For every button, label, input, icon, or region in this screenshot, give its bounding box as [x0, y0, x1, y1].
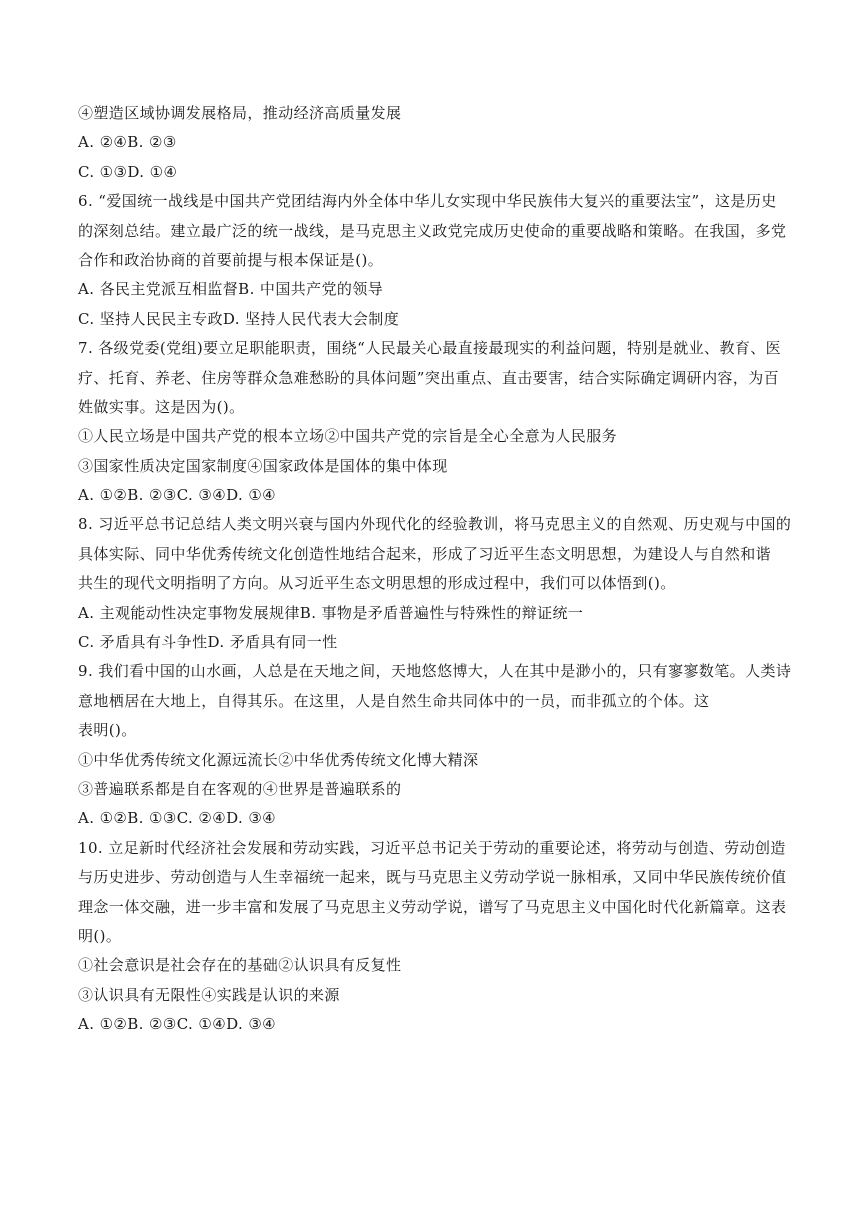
answer-choices: A. 主观能动性决定事物发展规律B. 事物是矛盾普遍性与特殊性的辩证统一: [78, 603, 584, 622]
answer-choices: A. ①②B. ①③C. ②④D. ③④: [78, 809, 277, 828]
answer-choices: C. 矛盾具有斗争性D. 矛盾具有同一性: [78, 633, 338, 652]
question-6-text: 合作和政治协商的首要前提与根本保证是()。: [78, 250, 384, 269]
question-10-text: 10. 立足新时代经济社会发展和劳动实践，习近平总书记关于劳动的重要论述，将劳动与创造、劳动创造: [78, 838, 786, 857]
question-7-text: 7. 各级党委(党组)要立足职能职责，围绕“人民最关心最直接最现实的利益问题，特别是就业、教育、医: [78, 339, 782, 358]
question-8-text: 具体实际、同中华优秀传统文化创造性地结合起来，形成了习近平生态文明思想，为建设人与自然和谐: [78, 544, 772, 563]
option-line: ③普遍联系都是自在客观的④世界是普遍联系的: [78, 779, 402, 798]
answer-choices: A. 各民主党派互相监督B. 中国共产党的领导: [78, 280, 384, 299]
question-10-text: 与历史进步、劳动创造与人生幸福统一起来，既与马克思主义劳动学说一脉相承，又同中华民族传统价值: [78, 868, 787, 887]
question-6-text: 的深刻总结。建立最广泛的统一战线，是马克思主义政党完成历史使命的重要战略和策略。在我国，多党: [78, 221, 787, 240]
question-7-text: 疗、托育、养老、住房等群众急难愁盼的具体问题”突出重点、直击要害，结合实际确定调研内容，为百: [78, 368, 780, 387]
option-line: ③认识具有无限性④实践是认识的来源: [78, 985, 340, 1004]
question-8-text: 共生的现代文明指明了方向。从习近平生态文明思想的形成过程中，我们可以体悟到()。: [78, 574, 676, 593]
option-line: ①人民立场是中国共产党的根本立场②中国共产党的宗旨是全心全意为人民服务: [78, 427, 618, 446]
question-10-text: 明()。: [78, 926, 122, 945]
option-line: ④塑造区域协调发展格局，推动经济高质量发展: [78, 104, 402, 122]
question-8-text: 8. 习近平总书记总结人类文明兴衰与国内外现代化的经验教训，将马克思主义的自然观、历史观与中国的: [78, 515, 792, 534]
question-9-text: 9. 我们看中国的山水画，人总是在天地之间，天地悠悠博大，人在其中是渺小的，只有寥寥数笔。人类诗: [78, 662, 792, 681]
answer-choices: C. ①③D. ①④: [78, 162, 178, 181]
question-9-text: 表明()。: [78, 721, 137, 740]
answer-choices: C. 坚持人民民主专政D. 坚持人民代表大会制度: [78, 309, 400, 328]
answer-choices: A. ①②B. ②③C. ①④D. ③④: [78, 1015, 277, 1034]
option-line: ①中华优秀传统文化源远流长②中华优秀传统文化博大精深: [78, 750, 479, 769]
question-7-text: 姓做实事。这是因为()。: [78, 397, 245, 416]
answer-choices: A. ①②B. ②③C. ③④D. ①④: [78, 486, 277, 505]
question-9-text: 意地栖居在大地上，自得其乐。在这里，人是自然生命共同体中的一员，而非孤立的个体。这: [78, 691, 710, 710]
answer-choices: A. ②④B. ②③: [78, 133, 177, 152]
option-line: ③国家性质决定国家制度④国家政体是国体的集中体现: [78, 456, 448, 475]
question-10-text: 理念一体交融，进一步丰富和发展了马克思主义劳动学说，谱写了马克思主义中国化时代化新篇章。这表: [78, 897, 787, 916]
question-6-text: 6. “爱国统一战线是中国共产党团结海内外全体中华儿女实现中华民族伟大复兴的重要法宝”，这是历史: [78, 192, 777, 211]
option-line: ①社会意识是社会存在的基础②认识具有反复性: [78, 956, 402, 975]
